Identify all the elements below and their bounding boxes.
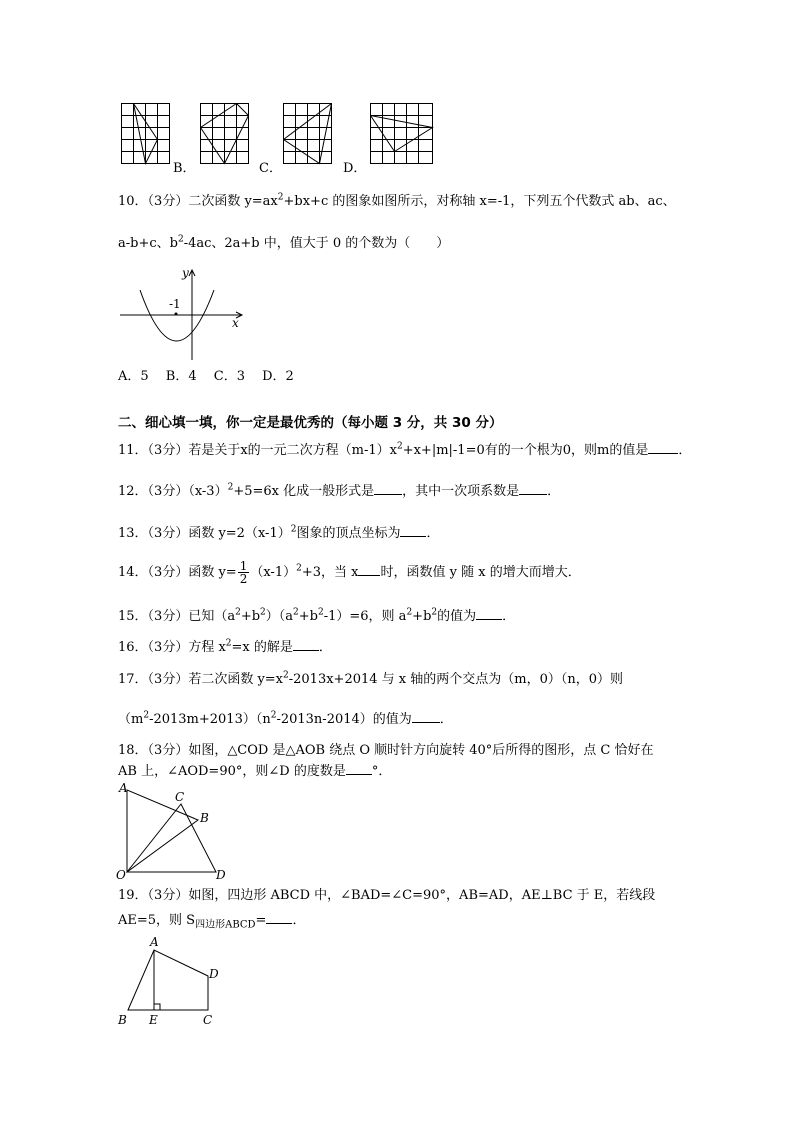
q10-parabola-graph [118, 264, 248, 362]
q10-choices: A．5 B．4 C．3 D．2 [118, 369, 294, 384]
q19-label-c: C [203, 1013, 213, 1027]
q9-option-b-label: B． [173, 161, 196, 176]
q17-line2: $(m^2-2013m+2013)(n^2-2013n-2014)$的值为 ． [118, 710, 453, 727]
q19-quadrilateral-figure [116, 934, 224, 1028]
q19-label-a: A [150, 935, 159, 949]
q9-option-c-label: C． [259, 161, 282, 176]
q19-label-e: E [149, 1013, 158, 1027]
q9-option-b-grid [200, 103, 250, 165]
q18-label-c: C [175, 790, 185, 804]
q19-label-b: B [118, 1013, 127, 1027]
q10-y-axis-label: y [182, 266, 189, 280]
q19-line1: 19．（3分）如图，四边形 ABCD 中，∠BAD=∠C=90°，AB=AD，AE⊥BC 于 E，若线段 [118, 888, 656, 903]
q9-option-d-grid [370, 103, 434, 165]
q14-fraction: $\frac{1}{2}$ [239, 559, 248, 586]
q11: 11．（3分）若是关于x的一元二次方程$(m-1)x^2+x+|m|-1=0$有的一个根为0，则m的值是 ． [118, 441, 692, 458]
q14: 14．（3分）函数 y= $\frac{1}{2}$ $(x-1)^2+3$，当 x 时，函数值 y 随 x 的增大而增大． [118, 559, 581, 586]
q10-x-axis-label: x [232, 316, 239, 330]
q18-line2: AB 上，∠AOD=90°，则∠D 的度数是 °． [118, 764, 392, 779]
q18-label-a: A [119, 781, 128, 795]
q12: 12．（3分）$(x-3)^2+5=6x$ 化成一般形式是 ，其中一次项系数是 ． [118, 482, 561, 499]
q10-line1: 10．（3分）二次函数 $y=ax^2+bx+c$ 的图象如图所示，对称轴 x=-1，下列五个代数式 ab、ac、 [118, 192, 676, 209]
q19-line2: AE=5，则 $S_{四边形ABCD}=$ ． [118, 913, 306, 931]
q17-line1: 17．（3分）若二次函数 $y=x^2-2013x+2014$ 与 x 轴的两个交点为（m，0）（n，0）则 [118, 670, 624, 687]
q16: 16．（3分）方程 $x^2=x$ 的解是 ． [118, 638, 332, 655]
q18-line1: 18．（3分）如图，△COD 是△AOB 绕点 O 顺时针方向旋转 40°后所得的图形，点 C 恰好在 [118, 743, 654, 758]
q18-rotation-figure [112, 780, 232, 882]
q9-option-c-grid [283, 103, 333, 165]
q9-option-a-grid [121, 103, 171, 165]
q10-tick-label: -1 [169, 297, 181, 311]
section-2-title: 二、细心填一填，你一定是最优秀的（每小题 3 分，共 30 分） [118, 415, 503, 431]
q13: 13．（3分）函数 $y=2(x-1)^2$图象的顶点坐标为 ． [118, 524, 440, 541]
q15: 15．（3分）已知$(a^2+b^2)(a^2+b^2-1)=6$，则 $a^2+b^2$的值为 ． [118, 607, 516, 624]
q9-option-d-label: D． [343, 161, 367, 176]
q19-label-d: D [209, 967, 219, 981]
q10-line2: a-b+c、$b^2-4ac$、2a+b 中，值大于 0 的个数为（ ） [118, 234, 450, 251]
q18-label-d: D [216, 868, 226, 882]
q18-label-b: B [200, 811, 209, 825]
q18-label-o: O [116, 868, 126, 882]
